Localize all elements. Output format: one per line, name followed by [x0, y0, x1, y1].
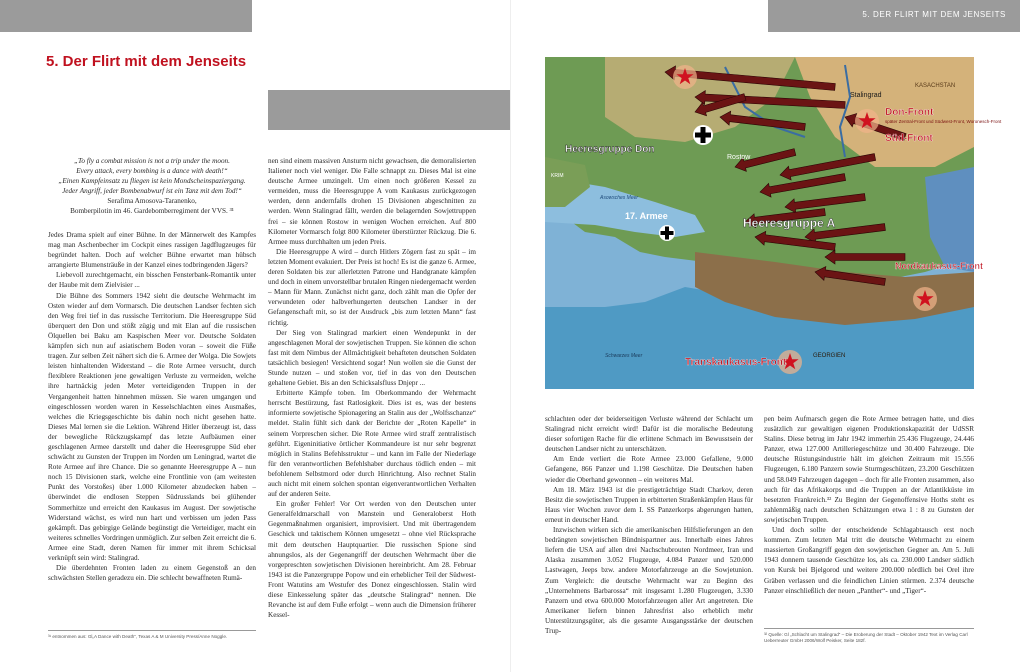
map-label-heeresgruppe-don: Heeresgruppe Don: [565, 144, 655, 155]
text-column-4: [764, 414, 974, 626]
map-label-don-front: Don-Front: [885, 107, 934, 118]
campaign-map: [545, 57, 1002, 389]
title-box: [0, 32, 268, 130]
map-label-rostow: Rostow: [727, 154, 751, 161]
paragraph: Die Heeresgruppe A wird – durch Hitlers Zögern fast zu spät – im letzten Moment evakuiert. Der Preis ist hoch! Es ist die ganze 6. Armee, deren Soldaten bis zur allerletzten Patrone und Handgranate kämpfen und doch in einem unvorstellbar brutalen Ringen niedergemacht werden – Mann für Mann. Zunächst nicht ganz, doch zählt man die Opfer der verwundeten oder halbverhungerten deutschen Landser in der Gefangenschaft mit, so ist der Ausdruck „bis zum letzten Mann“ fast richtig.: [268, 247, 476, 327]
footnote-left: ³¹ entnommen aus: Gl„A Dance with Death“, Texas A & M University Press/Anne Noggle.: [48, 630, 256, 640]
epigraph: [48, 156, 256, 217]
epigraph-line: „To fly a combat mission is not a trip under the moon.: [74, 157, 230, 165]
text-column-3: [545, 414, 753, 646]
footnote-right: ³² Quelle: Gl „Schlacht um Stalingrad“ – Die Eroberung der Stadt – Oktober 1942 Text im Verlag Carl Ueberreuter GmbH 2006/Wolf Peisker, Seite 182f.: [764, 628, 974, 644]
paragraph: Jedes Drama spielt auf einer Bühne. In der Männerwelt des Kampfes mag man Aschenbecher im Cockpit eines rassigen Jagdflugzeuges für begründet halten. Doch auf welcher Bühne erwartet man hübsch arrangierte Blumensträuße in der Kanzel eines todbringenden Jägers?: [48, 231, 256, 270]
text-column-1: [48, 230, 256, 625]
paragraph: Die überdehnten Fronten laden zu einem Gegenstoß an den schwächsten Stellen geradezu ein. Die schlecht bewaffneten Rumä-: [48, 564, 256, 583]
german-cross-icon: [659, 225, 675, 241]
running-header: 5. DER FLIRT MIT DEM JENSEITS: [862, 10, 1006, 19]
epigraph-line: Jeder Angriff, jeder Bombenabwurf ist ein Tanz mit dem Tod!“: [62, 187, 242, 196]
map-label-schwarzes-meer: Schwarzes Meer: [605, 353, 643, 359]
page-gutter: [510, 0, 511, 672]
epigraph-role: Bomberpilotin im 46. Gardebomberregiment der VVS. ³¹: [70, 207, 234, 216]
german-cross-icon: [693, 125, 713, 145]
paragraph: Am Ende verliert die Rote Armee 23.000 Gefallene, 9.000 Gefangene, 866 Panzer und 1.198 Geschütze. Die Deutschen haben wieder die Oberhand gewonnen – ein weiteres Mal.: [545, 455, 753, 484]
epigraph-line: Every attack, every bombing is a dance with death!“: [76, 167, 228, 176]
paragraph: Ein großer Fehler! Vor Ort werden von den Deutschen unter Generalfeldmarschall von Manstein und Generaloberst Hoth Gegenmaßnahmen organisiert, improvisiert. Und mit übertragendem Geschick und taktischem Können umgesetzt – ohne viel Rücksprache mit dem deutschen Hauptquartier. Die russischen Spione sind ahnungslos, als der Gegenangriff der deutschen Wehrmacht über die vorgepreschten sowjetischen Divisionen hereinbricht. Am 28. Februar 1943 ist die Panzergruppe Popow und ein erheblicher Teil der Südwest-Front Watutins am Westufer des Donez eingeschlossen. Stalin wird diese Einkesselung später das „deutsche Stalingrad“ nennen. Die Revanche ist auf dem Fuße erfolgt – wenn auch die Dimension früherer Kessel-: [268, 500, 476, 620]
map-label-stalingrad: Stalingrad: [850, 92, 882, 99]
paragraph: Der Sieg von Stalingrad markiert einen Wendepunkt in der angeschlagenen Moral der sowjetischen Truppen. Sie können die schon fast mit dem Nimbus der Allmächtigkeit behafteten deutschen Soldaten tatsächlich besiegen! Versichtend sogar! Nun wollen sie die Gunst der Stunde nutzen – und stoßen vor, tief in das von den Deutschen gehaltene Gebiet. Bis an den Schicksalsfluss Dnjepr ...: [268, 328, 476, 388]
map-label-don-front-sub: später Zentral-Front und Südwest-Front, Woronesch-Front: [885, 119, 1002, 124]
paragraph: schlachten oder der beiderseitigen Verluste während der Schlacht um Stalingrad nicht erreicht wird! Dafür ist die moralische Bedeutung dieser sofortigen Rache für die erlittene Schmach im Bewusstsein der deutschen Landser nicht zu unterschätzen.: [545, 415, 753, 454]
decorative-grey-block: [268, 90, 510, 130]
paragraph: Inzwischen wirken sich die amerikanischen Hilfslieferungen an den bedrängten sowjetischen Bündnispartner aus. Innerhalb eines Jahres liefern die USA auf allen drei Nachschubrouten Nordmeer, Iran und Alaska zusammen 3.052 Flugzeuge, 4.084 Panzer und 520.000 Lastwagen, Jeeps bzw. andere Motorfahrzeuge an die Sowjetunion. Zum Vergleich: die deutsche Wehrmacht war zu Beginn des „Unternehmens Barbarossa“ mit insgesamt 1.280 Flugzeugen, 3.330 Panzern und etwa 600.000 Motorfahrzeugen aller Art angetreten. Die Amerikaner liefern binnen Jahresfrist also erheblich mehr Unterstützungsgüter, als die gesamte Ausgangsstärke der deutschen Trup-: [545, 526, 753, 635]
map-label-georgien: GEORGIEN: [813, 353, 846, 359]
map-label-krim: KRIM: [551, 173, 564, 179]
paragraph: Am 18. März 1943 ist die prestigeträchtige Stadt Charkov, deren Besitz die sowjetischen Truppen in erbitterten Straßenkämpfen Haus für Haus vier Wochen zuvor dem I. SS Panzerkorps abgerungen hatten, erneut in deutscher Hand.: [545, 485, 753, 524]
paragraph: Liebevoll zurechtgemacht, ein bisschen Fensterbank-Romantik unter der Haube mit dem Zielvisier ...: [48, 271, 256, 290]
map-label-nordkaukasus-front: Nordkaukasus-Front: [895, 261, 984, 271]
paragraph: Die Bühne des Sommers 1942 sieht die deutsche Wehrmacht im Osten wieder auf dem Vormarsch. Die deutschen Landser fechten sich den Weg frei tief in das russische Territorium. Die Heeresgruppe Süd überquert den Don und stößt zügig und mit Elan auf die russischen Ölquellen bei Baku am Kaspischen Meer vor. Deutsche Soldaten kämpfen sich nun auf asiatischem Boden voran – soweit die Füße tragen. Zur selben Zeit nähert sich die 6. Armee der Wolga. Die Sowjets leisten hinhaltenden Widerstand – die Rote Armee versucht, durch flexiblere Reaktionen jene gewaltigen Verluste zu vermeiden, welche ihre hartnäckig jeden Meter verteidigenden Truppen in der Vergangenheit hatten hinnehmen müssen. Sie waren umgangen und eingeschlossen worden waren in Kesselschlachten eines Ausmaßes, welches die Kriegsgeschichte bis dahin noch nicht gesehen hatte. Dieses Mal lernen sie die Lektion. Während Hitler überzeugt ist, dass der bewegliche Rückzugskampf das letzte Aufbäumen einer geschlagenen Armee darstellt und daher die Heeresgruppe Süd eher schwächt zu Gunsten der Truppen im Norden um Leningrad, wartet die Rote Armee auf ihre Chance. Die so genannte Heeresgruppe A – nun noch 15 Divisionen stark, welche eine Frontlinie von (am weitesten Punkt des Vorstoßes) über 1.000 Kilometer abzudecken haben – überwindet die endlosen Steppen Südrusslands bei glühender Sommerhitze und erreicht den Kaukasus im August. Der sowjetische Widerstand wächst, es wird nun hart und verbissen um jeden Pass gekämpft. Das gebirgige Gelände begünstigt die Verteidiger, macht ein weiteres schnelles Vordringen unmöglich. Zur selben Zeit erreicht die 6. Armee eine Stadt, deren Namen für immer mit ihrem Schicksal verknüpft sein wird: Stalingrad.: [48, 291, 256, 562]
map-label-17-armee: 17. Armee: [625, 211, 668, 221]
map-label-transkaukasus-front: Transkaukasus-Front: [685, 357, 787, 368]
paragraph: pen beim Aufmarsch gegen die Rote Armee betragen hatte, und dies zusätzlich zur gewaltigen eigenen Produktionskapazität der UdSSR Stalins. Diese betrug im Jahr 1942 immerhin 25.436 Flugzeuge, 24.446 Panzer, etwa 127.000 Artilleriegeschütze und 30.400 Fahrzeuge. Die deutsche Rüstungsindustrie hält im gleichen Zeitraum mit 15.556 Flugzeugen, 6.180 Panzern sowie Sturmgeschützen, 23.200 Geschützen und 58.049 Fahrzeugen dagegen – doch für alle Fronten zusammen, also auch für das Afrikakorps und die Truppen an der Atlantikküste im besetzten Frankreich.³² Zu Beginn der Gegenoffensive Hoths steht es zahlenmäßig nach deutschen Schätzungen etwa 1 : 8 zu Gunsten der sowjetischen Truppen.: [764, 415, 974, 524]
text-column-2: [268, 156, 476, 644]
paragraph: nen sind einem massiven Ansturm nicht gewachsen, die demoralisierten Italiener noch viel weniger. Die Falle schnappt zu. Dieses Mal ist eine deutsche Armee umzingelt. Um einen noch größeren Kessel zu vermeiden, muss die Heeresgruppe A vom Kaukasus zurückgezogen werden, denn andernfalls drohen 15 Divisionen abgeschnitten zu werden. Wenn Stalingrad fällt, werden die belagernden Sowjettruppen frei – sie können Rostow in wenigen Wochen erreichen. Auf 800 Kilometer Vormarsch folgt 800 Kilometer überstürzter Rückzug. Die 6. Armee muss durchhalten um jeden Preis.: [268, 157, 476, 246]
header-bar-left: [0, 0, 252, 32]
map-label-sued-front: Süd-Front: [885, 133, 933, 144]
paragraph: Und doch sollte der entscheidende Schlagabtausch erst noch kommen. Zum letzten Mal tritt die deutsche Wehrmacht zu einem massierten Großangriff gegen den sowjetischen Gegner an. Am 5. Juli 1943 donnern tausende Geschütze los, als ca. 230.000 Landser südlich von Kursk bei Bjelgorod und weitere 200.000 nördlich bei Orel ihre Gräben verlassen und die feindlichen Linien stürmen. 2.374 deutsche Panzer einschließlich der neuen „Panther“- und „Tiger“-: [764, 526, 974, 595]
map-label-kasachstan: KASACHSTAN: [915, 83, 956, 89]
map-label-asowsches-meer: Asowsches Meer: [600, 195, 639, 201]
epigraph-author: Serafima Amosova-Taranenko,: [107, 197, 197, 206]
map-label-heeresgruppe-a: Heeresgruppe A: [743, 216, 836, 230]
epigraph-line: „Einen Kampfeinsatz zu fliegen ist kein Mondscheinspaziergang.: [58, 177, 246, 186]
paragraph: Erbitterte Kämpfe toben. Im Oberkommando der Wehrmacht herrscht Bestürzung, fast Ratlosigkeit. Dies ist es, was der bestens informierte sowjetische Spionagering an Stalin aus der „Wolfsschanze“ meldet. Stalin fühlt sich dank der Berichte der „Roten Kapelle“ in seinem Vorpreschen sicher. Die Rote Armee wird straff zentralistisch geführt. Eigeninitiative örtlicher Kommandeure ist nur sehr begrenzt möglich in Stalins Befehlsstruktur – und kann im Falle der Niederlage für den verantwortlichen Befehlshaber durchaus tödlich enden – mit befohlenem Selbstmord oder durch Hinrichtung. Also rechnet Stalin auch nicht mit einem solchen spontan eigenverantwortlichen Verhalten auf der anderen Seite.: [268, 389, 476, 499]
chapter-title: 5. Der Flirt mit dem Jenseits: [46, 53, 247, 70]
